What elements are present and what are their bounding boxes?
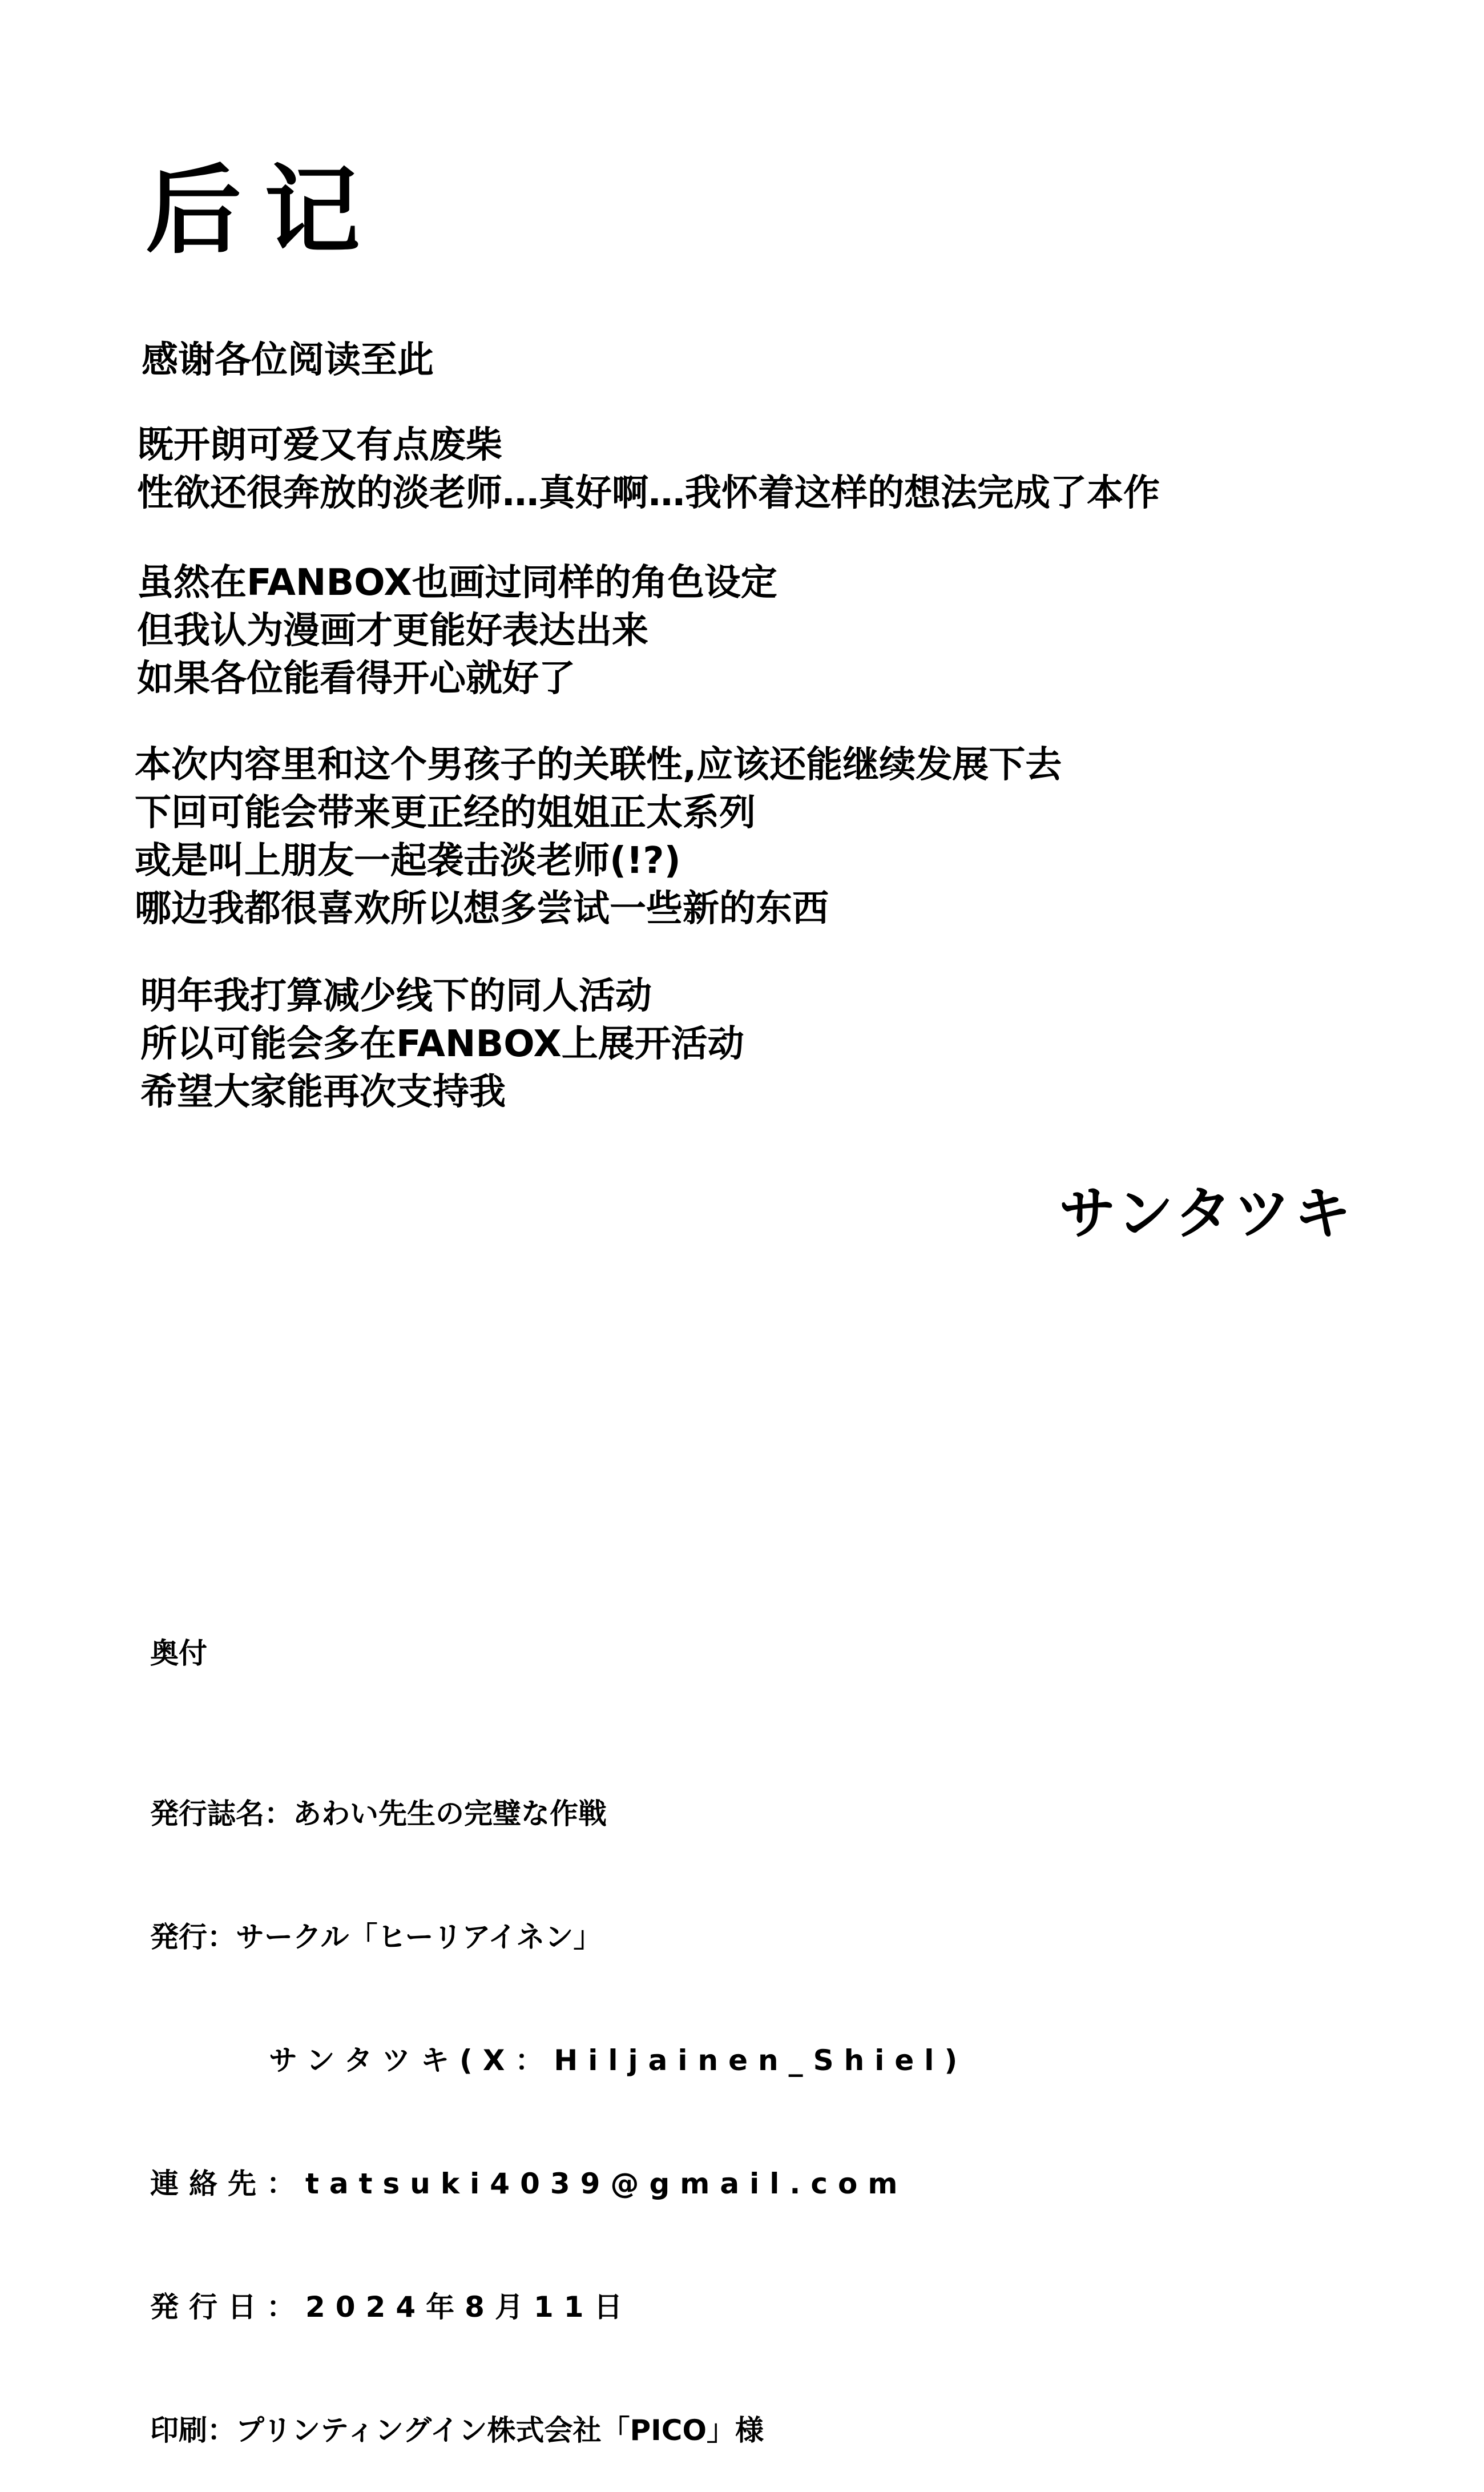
text-line: 感谢各位阅读至此 [142,339,434,381]
text-line: 性欲还很奔放的淡老师…真好啊…我怀着这样的想法完成了本作 [137,472,1160,514]
text-line: 本次内容里和这个男孩子的关联性,应该还能继续发展下去 [135,744,1062,786]
paragraph-next-year [140,972,744,1116]
page-title: 后记 [146,155,383,267]
colophon [150,1711,967,2492]
colophon-contact: 連絡先：tatsuki4039@gmail.com [150,2167,908,2200]
paragraph-intro [137,421,1160,517]
text-line: 既开朗可爱又有点废柴 [137,424,502,466]
colophon-publisher: 発行：サークル「ヒーリアイネン」 [150,1921,602,1954]
author-signature: サンタツキ [1059,1179,1354,1247]
text-line: 但我认为漫画才更能好表达出来 [137,610,648,652]
text-line: 希望大家能再次支持我 [140,1071,506,1113]
text-line: 虽然在FANBOX也画过同样的角色设定 [137,562,777,604]
colophon-date: 発行日：2024年8月11日 [150,2290,633,2324]
text-line: 或是叫上朋友一起袭击淡老师(!?) [135,840,681,882]
colophon-printer: 印刷：プリンティングイン株式会社「PICO」様 [150,2414,764,2447]
text-line: 明年我打算减少线下的同人活动 [140,975,652,1017]
colophon-author: サンタツキ(X：Hiljainen_Shiel) [269,2044,968,2077]
paragraph-fanbox [137,559,777,703]
paragraph-thanks [142,336,434,384]
text-line: 哪边我都很喜欢所以想多尝试一些新的东西 [135,888,829,930]
text-line: 如果各位能看得开心就好了 [137,658,575,700]
colophon-title: 発行誌名：あわい先生の完璧な作戦 [150,1797,607,1830]
text-line: 所以可能会多在FANBOX上展开活动 [140,1023,744,1065]
colophon-heading: 奥付 [150,1637,207,1670]
paragraph-future [135,741,1062,933]
text-line: 下回可能会带来更正经的姐姐正太系列 [135,792,756,834]
